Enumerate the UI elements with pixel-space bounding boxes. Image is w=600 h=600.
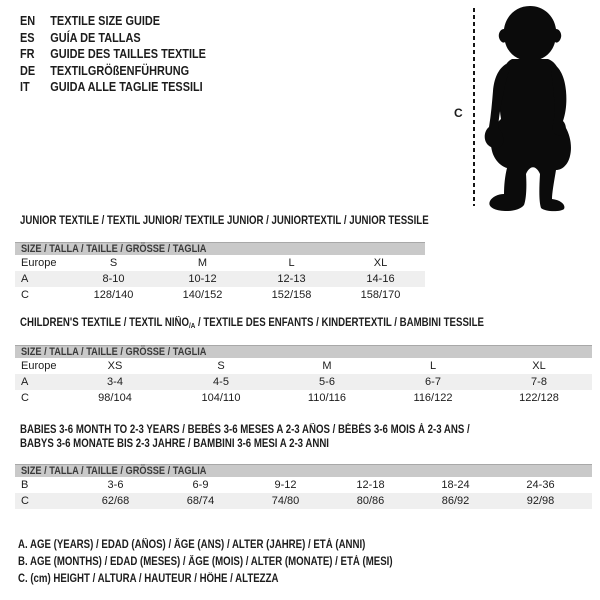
- table-cell: 18-24: [441, 479, 470, 491]
- table-cell: XL: [373, 257, 388, 269]
- table-cell: 140/152: [182, 289, 223, 301]
- row-label: C: [21, 392, 29, 404]
- table-cell: 104/110: [201, 392, 241, 404]
- lang-code: DE: [20, 62, 36, 78]
- table-cell: 68/74: [186, 495, 215, 507]
- table-cell: 5-6: [319, 376, 335, 388]
- row-label: Europe: [21, 360, 57, 372]
- babies-section-title: BABIES 3-6 MONTH TO 2-3 YEARS / BEBÉS 3-6 MESES A 2-3 AÑOS / BÉBÉS 3-6 MOIS À 2-3 ANS / BABYS 3-6 MONATE BIS 2-3 JAHRE / BAMBINI 3-6 MESI A 2-3 ANNI: [20, 424, 470, 450]
- junior-size-table: [15, 242, 425, 303]
- table-cell: XS: [107, 360, 123, 372]
- measure-c-label: C: [454, 106, 463, 120]
- lang-row-fr: [20, 46, 241, 63]
- table-cell: 14-16: [366, 273, 395, 285]
- table-cell: 128/140: [93, 289, 134, 301]
- lang-row-de: [20, 63, 241, 80]
- table-cell: S: [109, 257, 118, 269]
- table-row: [15, 287, 425, 303]
- lang-row-es: [20, 30, 241, 47]
- table-row: [15, 390, 592, 406]
- lang-code: EN: [20, 13, 36, 28]
- table-cell: 10-12: [188, 273, 217, 285]
- row-label: Europe: [21, 257, 57, 269]
- table-cell: 9-12: [274, 479, 297, 491]
- height-dashed-line: [473, 8, 475, 206]
- junior-section-title: JUNIOR TEXTILE / TEXTIL JUNIOR/ TEXTILE JUNIOR / JUNIORTEXTIL / JUNIOR TESSILE: [20, 215, 429, 227]
- children-section-title: CHILDREN'S TEXTILE / TEXTIL NIÑO/A / TEXTILE DES ENFANTS / KINDERTEXTIL / BAMBINI TESSILE: [20, 317, 484, 330]
- table-cell: 62/68: [101, 495, 130, 507]
- table-cell: 158/170: [360, 289, 401, 301]
- table-cell: 74/80: [271, 495, 300, 507]
- table-cell: 152/158: [271, 289, 312, 301]
- row-label: C: [21, 495, 29, 507]
- guide-title: TEXTILE SIZE GUIDE: [50, 13, 161, 28]
- note-b: B. AGE (MONTHS) / EDAD (MESES) / ÂGE (MOIS) / ALTER (MONATE) / ETÀ (MESI): [18, 556, 393, 568]
- table-cell: 12-13: [277, 273, 306, 285]
- table-row: [15, 493, 592, 509]
- row-label: A: [21, 376, 29, 388]
- table-cell: 80/86: [356, 495, 385, 507]
- table-cell: [583, 493, 592, 509]
- lang-row-it: [20, 79, 241, 96]
- note-c: C. (cm) HEIGHT / ALTURA / HAUTEUR / HÖHE / ALTEZZA: [18, 573, 279, 585]
- language-title-list: [20, 13, 241, 96]
- table-row: [15, 477, 592, 493]
- guide-title: GUIDE DES TAILLES TEXTILE: [50, 46, 206, 62]
- lang-row-en: [20, 13, 241, 30]
- row-label: C: [21, 289, 29, 301]
- table-cell: 7-8: [531, 376, 547, 388]
- table-cell: 24-36: [526, 479, 555, 491]
- table-row: [15, 358, 592, 374]
- table-cell: 8-10: [102, 273, 125, 285]
- table-cell: XL: [532, 360, 546, 372]
- table-cell: L: [288, 257, 295, 269]
- table-cell: 86/92: [441, 495, 470, 507]
- row-label: A: [21, 273, 29, 285]
- guide-title: TEXTILGRÖßENFÜHRUNG: [50, 62, 190, 78]
- table-cell: 110/116: [307, 392, 347, 404]
- babies-size-table: [15, 464, 592, 509]
- table-cell: L: [429, 360, 437, 372]
- table-cell: [583, 477, 592, 493]
- table-cell: M: [322, 360, 332, 372]
- lang-code: FR: [20, 46, 35, 62]
- table-cell: 122/128: [519, 392, 559, 404]
- table-row: [15, 374, 592, 390]
- table-cell: 3-4: [107, 376, 123, 388]
- children-size-table: [15, 345, 592, 406]
- table-cell: 6-9: [192, 479, 209, 491]
- guide-title: GUIDA ALLE TAGLIE TESSILI: [50, 79, 203, 95]
- toddler-silhouette-icon: [480, 4, 588, 212]
- size-header-bar: SIZE / TALLA / TAILLE / GRÖSSE / TAGLIA: [15, 345, 592, 358]
- table-row: [15, 271, 425, 287]
- note-a: A. AGE (YEARS) / EDAD (AÑOS) / ÂGE (ANS) / ALTER (JAHRE) / ETÀ (ANNI): [18, 539, 366, 551]
- lang-code: IT: [20, 79, 30, 95]
- table-cell: 3-6: [107, 479, 124, 491]
- size-header-bar: SIZE / TALLA / TAILLE / GRÖSSE / TAGLIA: [15, 242, 425, 255]
- table-cell: 92/98: [526, 495, 555, 507]
- table-cell: 12-18: [356, 479, 385, 491]
- legend-notes: [18, 537, 464, 588]
- row-label: B: [21, 479, 29, 491]
- table-row: [15, 255, 425, 271]
- table-cell: 116/122: [413, 392, 453, 404]
- table-cell: 4-5: [213, 376, 229, 388]
- size-header-bar: SIZE / TALLA / TAILLE / GRÖSSE / TAGLIA: [15, 464, 592, 477]
- table-cell: 98/104: [98, 392, 132, 404]
- table-cell: 6-7: [425, 376, 441, 388]
- lang-code: ES: [20, 29, 35, 45]
- table-cell: M: [197, 257, 208, 269]
- table-cell: S: [217, 360, 225, 372]
- guide-title: GUÍA DE TALLAS: [50, 29, 141, 45]
